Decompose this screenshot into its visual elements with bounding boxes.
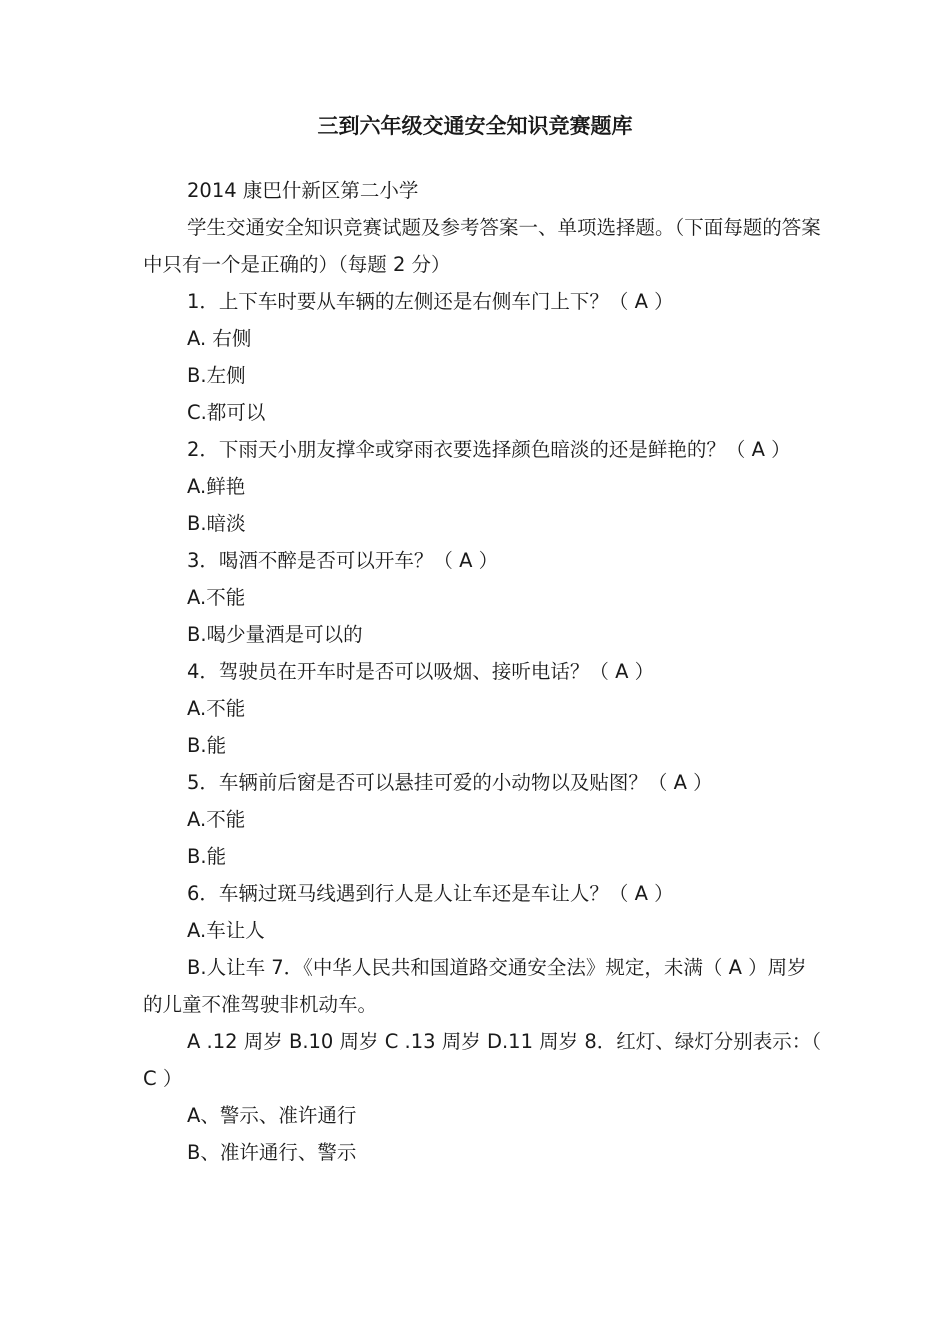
- q4-option-b: B.能: [187, 734, 227, 757]
- q3-option-a: A.不能: [187, 586, 246, 609]
- q8-option-b: B、准许通行、警示: [187, 1141, 357, 1164]
- q8-option-a: A、警示、准许通行: [187, 1104, 357, 1127]
- school-line: 2014 康巴什新区第二小学: [187, 179, 419, 202]
- document-body: [143, 172, 828, 1171]
- section-heading: 学生交通安全知识竞赛试题及参考答案一、单项选择题。（下面每题的答案中只有一个是正确的）（每题 2 分）: [143, 216, 821, 276]
- question-1: 1．上下车时要从车辆的左侧还是右侧车门上下？（ A ）: [187, 290, 674, 313]
- question-6: 6．车辆过斑马线遇到行人是人让车还是车让人？（ A ）: [187, 882, 674, 905]
- q5-option-a: A.不能: [187, 808, 246, 831]
- question-3: 3．喝酒不醉是否可以开车？（ A ）: [187, 549, 499, 572]
- q1-option-b: B.左侧: [187, 364, 246, 387]
- q1-option-a: A. 右侧: [187, 327, 252, 350]
- question-2: 2．下雨天小朋友撑伞或穿雨衣要选择颜色暗淡的还是鲜艳的？（ A ）: [187, 438, 791, 461]
- question-5: 5．车辆前后窗是否可以悬挂可爱的小动物以及贴图？（ A ）: [187, 771, 713, 794]
- q3-option-b: B.喝少量酒是可以的: [187, 623, 363, 646]
- q7-options-and-question-8: A .12 周岁 B.10 周岁 C .13 周岁 D.11 周岁 8．红灯、绿灯分别表示：（ C ）: [143, 1030, 828, 1090]
- q5-option-b: B.能: [187, 845, 227, 868]
- document-title: 三到六年级交通安全知识竞赛题库: [317, 114, 633, 138]
- q2-option-a: A.鲜艳: [187, 475, 246, 498]
- q6-option-b-and-question-7: B.人让车 7．《中华人民共和国道路交通安全法》规定，未满（ A ）周岁的儿童不准驾驶非机动车。: [143, 956, 807, 1016]
- question-4: 4．驾驶员在开车时是否可以吸烟、接听电话？（ A ）: [187, 660, 655, 683]
- q1-option-c: C.都可以: [187, 401, 266, 424]
- q4-option-a: A.不能: [187, 697, 246, 720]
- q6-option-a: A.车让人: [187, 919, 265, 942]
- q2-option-b: B.暗淡: [187, 512, 246, 535]
